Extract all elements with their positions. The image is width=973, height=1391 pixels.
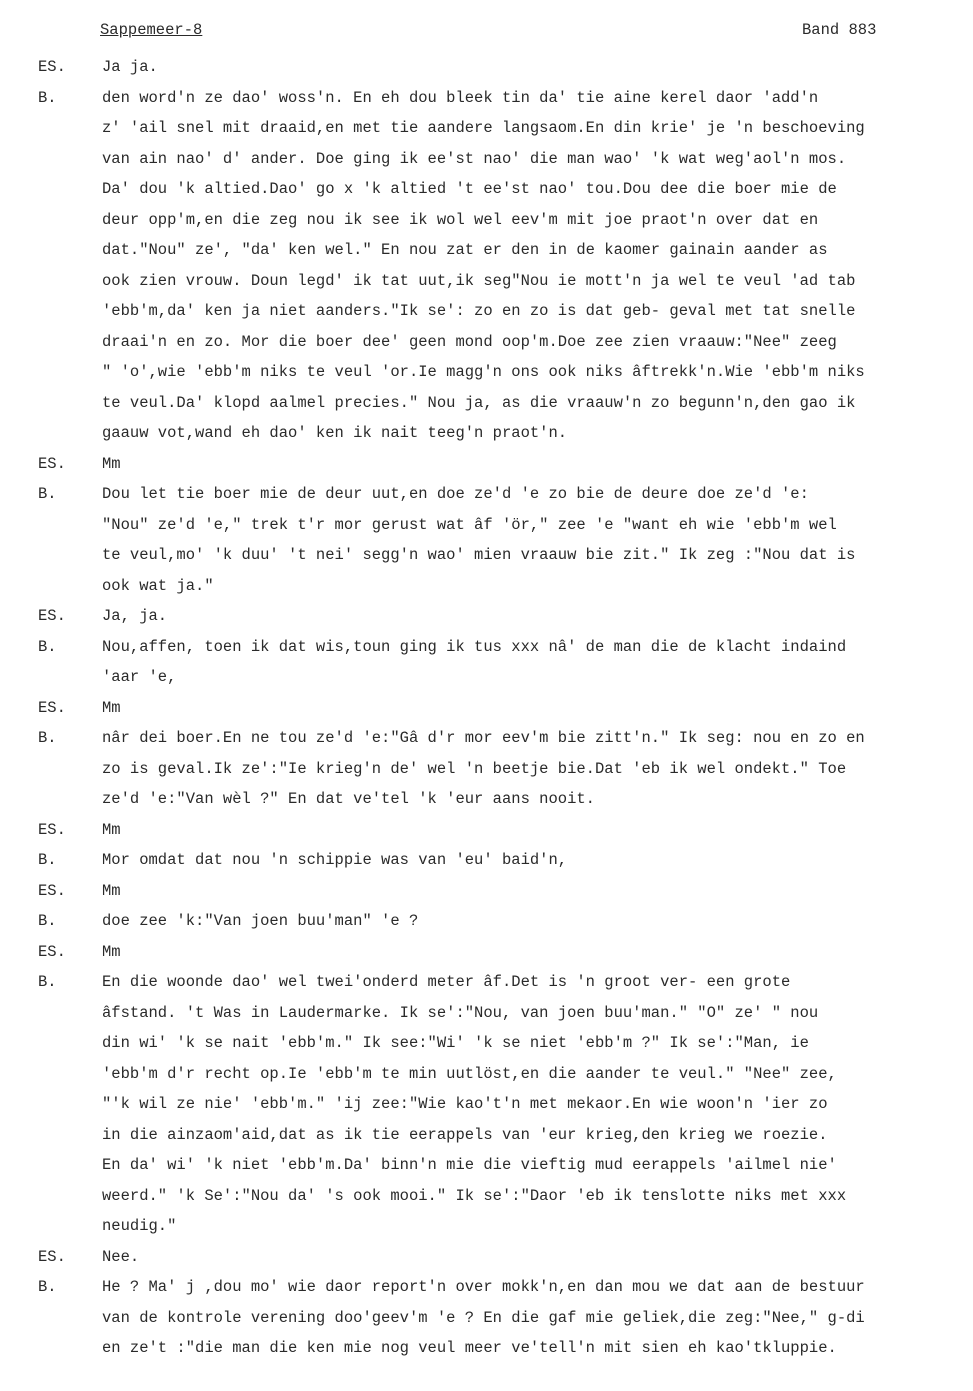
speaker-label: B. [38,973,57,991]
speaker-label: ES. [38,607,66,625]
text-line: 'aar 'e, [102,668,177,686]
dialogue-turn [0,937,973,968]
dialogue-turn [0,449,973,480]
header-location: Sappemeer-8 [100,21,203,39]
utterance-text [102,1272,973,1364]
text-line: Dou let tie boer mie de deur uut,en doe ze'd 'e zo bie de deure doe ze'd 'e: [102,485,809,503]
utterance-text [102,1242,973,1273]
text-line: weerd." 'k Se':"Nou da' 's ook mooi." Ik se':"Daor 'eb ik tenslotte niks met xxx [102,1186,847,1205]
text-line: Ja, ja. [102,607,168,625]
utterance-text [102,52,973,83]
text-line: van ain nao' d' ander. Doe ging ik ee'st nao' die man wao' 'k wat weg'aol'n mos. [102,149,847,168]
text-line: ook wat ja." [102,576,214,595]
text-line: ook zien vrouw. Doun legd' ik tat uut,ik seg"Nou ie mott'n ja wel te veul 'ad tab [102,271,856,290]
utterance-text [102,815,973,846]
speaker-label: ES. [38,58,66,76]
text-line: neudig." [102,1217,177,1235]
speaker-label: ES. [38,881,66,900]
text-line: ze'd 'e:"Van wèl ?" En dat ve'tel 'k 'eur aans nooit. [102,790,595,808]
utterance-text [102,83,973,449]
dialogue-turn [0,906,973,937]
text-line: Mm [102,942,121,961]
text-line: in die ainzaom'aid,dat as ik tie eerappels van 'eur krieg,den krieg we roezie. [102,1125,828,1144]
speaker-label: ES. [38,942,66,961]
speaker-label: ES. [38,698,66,717]
text-line: draai'n en zo. Mor die boer dee' geen mond oop'm.Doe zee zien vraauw:"Nee" zeeg [102,332,837,351]
header-tape-number: Band 883 [802,21,877,39]
dialogue-turn [0,479,973,601]
text-line: "Nou" ze'd 'e," trek t'r mor gerust wat âf 'ör," zee 'e "want eh wie 'ebb'm wel [102,515,837,534]
text-line: zo is geval.Ik ze':"Ie krieg'n de' wel 'n beetje bie.Dat 'eb ik wel ondekt." Toe [102,759,847,778]
dialogue-turn [0,601,973,632]
text-line: din wi' 'k se nait 'ebb'm." Ik see:"Wi' 'k se niet 'ebb'm ?" Ik se':"Man, ie [102,1034,809,1052]
dialogue-turn [0,632,973,693]
utterance-text [102,632,973,693]
dialogue-turn [0,1272,973,1364]
utterance-text [102,723,973,815]
utterance-text [102,937,973,968]
speaker-label: ES. [38,454,66,473]
text-line: He ? Ma' j ,dou mo' wie daor report'n over mokk'n,en dan mou we dat aan de bestuur [102,1278,865,1296]
utterance-text [102,967,973,1242]
utterance-text [102,906,973,937]
utterance-text [102,876,973,907]
text-line: dat."Nou" ze', "da' ken wel." En nou zat er den in de kaomer gainain aander as [102,241,828,259]
speaker-label: ES. [38,820,66,839]
utterance-text [102,693,973,724]
speaker-label: B. [38,851,57,869]
text-line: van de kontrole verening doo'geev'm 'e ? En die gaf mie geliek,die zeg:"Nee," g-di [102,1308,865,1327]
text-line: Mm [102,698,121,717]
text-line: Da' dou 'k altied.Dao' go x 'k altied 't ee'st nao' tou.Dou dee die boer mie de [102,180,837,198]
text-line: En die woonde dao' wel twei'onderd meter âf.Det is 'n groot ver- een grote [102,973,791,991]
text-line: Ja ja. [102,58,158,76]
dialogue-turn [0,52,973,83]
dialogue-turn [0,83,973,449]
text-line: Mm [102,454,121,473]
text-line: 'ebb'm,da' ken ja niet aanders."Ik se': zo en zo is dat geb- geval met tat snelle [102,302,856,320]
speaker-label: B. [38,729,57,747]
text-line: z' 'ail snel mit draaid,en met tie aandere langsaom.En din krie' je 'n beschoeving [102,119,865,137]
speaker-label: B. [38,912,57,930]
dialogue-turn [0,815,973,846]
text-line: Mm [102,881,121,900]
text-line: en ze't :"die man die ken mie nog veul meer ve'tell'n mit sien eh kao'tkluppie. [102,1339,837,1357]
dialogue-turn [0,723,973,815]
text-line: âfstand. 't Was in Laudermarke. Ik se':"Nou, van joen buu'man." "O" ze' " nou [102,1003,819,1022]
speaker-label: B. [38,1278,57,1296]
speaker-label: B. [38,637,57,656]
text-line: 'ebb'm d'r recht op.Ie 'ebb'm te min uutlöst,en die aander te veul." "Nee" zee, [102,1064,837,1083]
text-line: deur opp'm,en die zeg nou ik see ik wol wel eev'm mit joe praot'n over dat en [102,210,819,229]
text-line: den word'n ze dao' woss'n. En eh dou bleek tin da' tie aine kerel daor 'add'n [102,88,819,107]
text-line: En da' wi' 'k niet 'ebb'm.Da' binn'n mie die vieftig mud eerappels 'ailmel nie' [102,1156,837,1174]
dialogue-turn [0,1242,973,1273]
text-line: Mm [102,820,121,839]
text-line: Nee. [102,1247,140,1266]
text-line: gaauw vot,wand eh dao' ken ik nait teeg'n praot'n. [102,424,568,442]
text-line: Mor omdat dat nou 'n schippie was van 'eu' baid'n, [102,851,568,869]
text-line: te veul,mo' 'k duu' 't nei' segg'n wao' mien vraauw bie zit." Ik zeg :"Nou dat is [102,546,856,564]
dialogue-turn [0,876,973,907]
utterance-text [102,601,973,632]
text-line: doe zee 'k:"Van joen buu'man" 'e ? [102,912,419,930]
text-line: te veul.Da' klopd aalmel precies." Nou ja, as die vraauw'n zo begunn'n,den gao ik [102,393,856,412]
utterance-text [102,449,973,480]
speaker-label: B. [38,485,57,503]
text-line: nâr dei boer.En ne tou ze'd 'e:"Gâ d'r mor eev'm bie zitt'n." Ik seg: nou en zo en [102,729,865,747]
dialogue-turn [0,967,973,1242]
speaker-label: B. [38,88,57,107]
text-line: Nou,affen, toen ik dat wis,toun ging ik tus xxx nâ' de man die de klacht indaind [102,637,847,656]
dialogue-turn [0,845,973,876]
utterance-text [102,479,973,601]
transcript-body [0,52,973,1364]
speaker-label: ES. [38,1247,66,1266]
text-line: " 'o',wie 'ebb'm niks te veul 'or.Ie magg'n ons ook niks âftrekk'n.Wie 'ebb'm niks [102,363,865,381]
text-line: "'k wil ze nie' 'ebb'm." 'ij zee:"Wie kao't'n met mekaor.En wie woon'n 'ier zo [102,1095,828,1113]
utterance-text [102,845,973,876]
dialogue-turn [0,693,973,724]
